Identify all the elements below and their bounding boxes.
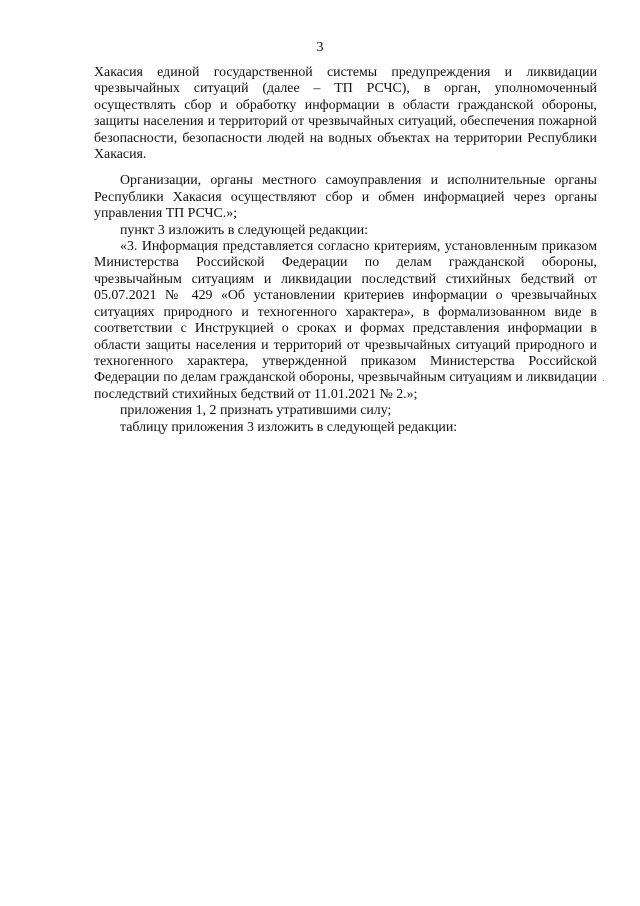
paragraph-point-3-intro: пункт 3 изложить в следующей редакции: bbox=[120, 222, 369, 238]
page-number: 3 bbox=[316, 40, 324, 55]
paragraph-organizations: Организации, органы местного самоуправления и исполнительные органы Республики Хакасия осуществляют сбор и обмен информацией через органы управления ТП РСЧС.»; bbox=[94, 173, 597, 222]
document-body bbox=[94, 65, 597, 436]
paragraph-point-3-text: «3. Информация представляется согласно критериям, установленным приказом Министерства Российской Федерации по делам гражданской обороны, чрезвычайным ситуациям и ликвидации последствий стихийных бедствий от 05.07.2021 № 429 «Об установлении критериев информации о чрезвычайных ситуациях природного и техногенного характера», в формализованном виде в соответствии с Инструкцией о сроках и формах представления информации в области защиты населения и территорий от чрезвычайных ситуаций природного и техногенного характера, утвержденной приказом Министерства Российской Федерации по делам гражданской обороны, чрезвычайным ситуациям и ликвидации последствий стихийных бедствий от 11.01.2021 № 2.»; bbox=[94, 239, 597, 402]
scan-speck bbox=[603, 380, 604, 381]
paragraph-appendices-1-2: приложения 1, 2 признать утратившими силу; bbox=[120, 403, 392, 419]
paragraph-appendix-3-table: таблицу приложения 3 изложить в следующей редакции: bbox=[120, 419, 458, 435]
paragraph-continuation: Хакасия единой государственной системы предупреждения и ликвидации чрезвычайных ситуаций (далее – ТП РСЧС), в орган, уполномоченный осуществлять сбор и обработку информации в области гражданской обороны, защиты населения и территорий от чрезвычайных ситуаций, обеспечения пожарной безопасности, безопасности людей на водных объектах на территории Республики Хакасия. bbox=[94, 65, 597, 163]
